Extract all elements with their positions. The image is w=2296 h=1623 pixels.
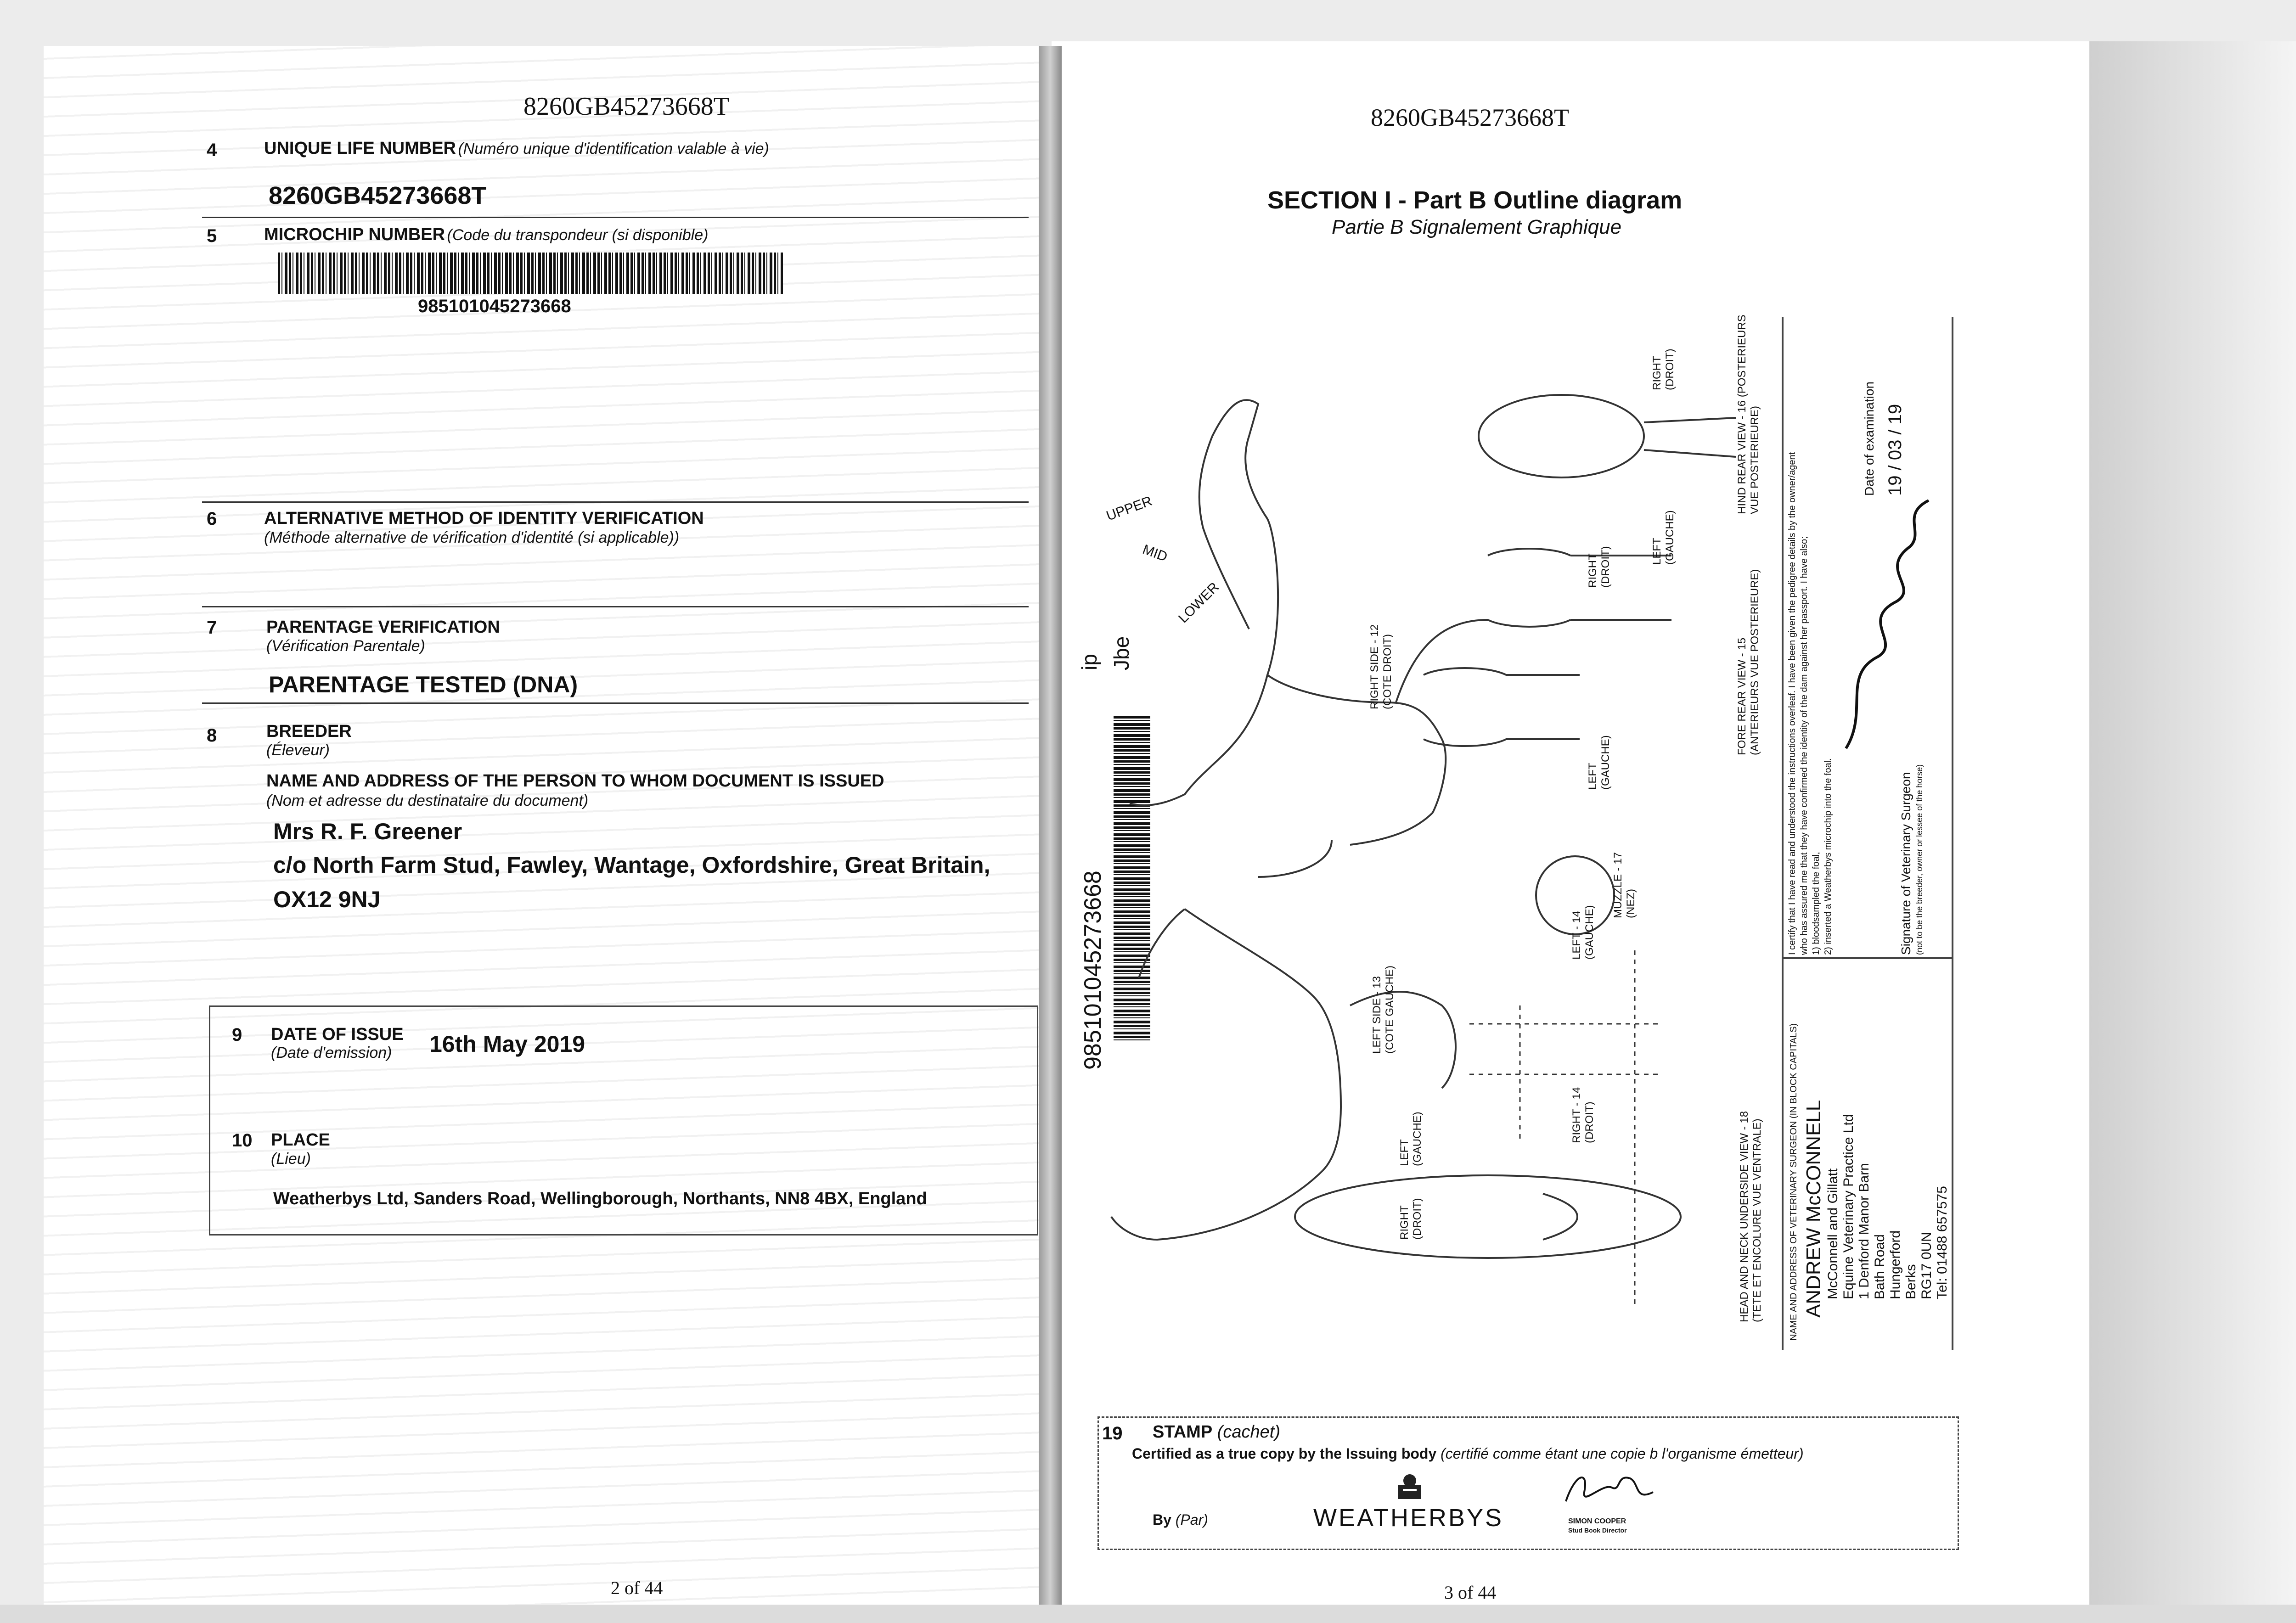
neck-lower-label: LOWER: [1176, 579, 1222, 626]
place-value: Weatherbys Ltd, Sanders Road, Wellingborough, Northants, NN8 4BX, England: [273, 1189, 927, 1208]
page-shadow: [2089, 41, 2296, 1612]
field-9-number: 9: [232, 1025, 242, 1045]
field-8-label: BREEDER: [266, 722, 352, 741]
field-8-sub: (Éleveur): [266, 741, 330, 759]
weatherbys-brand: WEATHERBYS: [1313, 1504, 1504, 1532]
field-7-sub: (Vérification Parentale): [266, 637, 425, 655]
vet-name: ANDREW McCONNELL: [1802, 1100, 1825, 1318]
fore-rear-label: FORE REAR VIEW - 15 (ANTERIEURS VUE POSTERIEURE): [1736, 569, 1761, 755]
divider: [202, 217, 1029, 218]
vertical-chip-number: 985101045273668: [1080, 870, 1106, 1070]
under-left-label: LEFT (GAUCHE): [1398, 1112, 1424, 1166]
right-side-label: RIGHT SIDE - 12 (COTE DROIT): [1368, 624, 1394, 709]
microchip-number: 985101045273668: [418, 296, 571, 316]
vet-name-address-label: NAME AND ADDRESS OF VETERINARY SURGEON (IN BLOCK CAPITALS): [1789, 1023, 1799, 1341]
stamp-by: [1153, 1511, 1208, 1528]
field-19-number: 19: [1102, 1423, 1123, 1443]
scan-edge: [0, 1605, 2296, 1623]
field-4-label: UNIQUE LIFE NUMBER: [264, 139, 456, 158]
stamp-signature: [1557, 1465, 1658, 1515]
vet-signature: [1832, 482, 1942, 767]
exam-date-value: 19 / 03 / 19: [1885, 404, 1905, 496]
field-4-header: [264, 139, 769, 158]
hind-right-label: RIGHT (DROIT): [1651, 348, 1676, 390]
stamp-by-fr: (Par): [1175, 1511, 1208, 1528]
field-6-sub: (Méthode alternative de vérification d'identité (si applicable)): [264, 529, 680, 546]
divider: [202, 501, 1029, 503]
neck-mid-label: MID: [1140, 542, 1170, 565]
vet-signature-sub: (not to be the breeder, owner or lessee of the horse): [1915, 764, 1924, 955]
field-7-label: PARENTAGE VERIFICATION: [266, 618, 500, 637]
field-5-header: [264, 225, 708, 245]
field-8-label2: NAME AND ADDRESS OF THE PERSON TO WHOM DOCUMENT IS ISSUED: [266, 771, 884, 791]
cert-border-left: [1782, 317, 1784, 1350]
hind-left-label: LEFT (GAUCHE): [1651, 510, 1676, 565]
field-5-number: 5: [207, 226, 217, 246]
parentage-value: PARENTAGE TESTED (DNA): [269, 672, 578, 697]
neck-upper-label: UPPER: [1104, 493, 1154, 524]
certified-line: [1132, 1445, 1804, 1462]
right-14-label: RIGHT - 14 (DROIT): [1570, 1087, 1596, 1143]
field-6-number: 6: [207, 509, 217, 529]
book-spine: [1039, 46, 1062, 1605]
field-9-sub: (Date d'emission): [271, 1044, 392, 1061]
field-4-number: 4: [207, 140, 217, 160]
vet-signature-label: Signature of Veterinary Surgeon: [1899, 772, 1913, 955]
issued-to-name: Mrs R. F. Greener: [273, 819, 462, 844]
field-4-sub: (Numéro unique d'identification valable à vie): [458, 140, 769, 157]
field-10-number: 10: [232, 1130, 253, 1151]
issued-to-address-2: OX12 9NJ: [273, 887, 381, 912]
field-10-label: PLACE: [271, 1130, 330, 1150]
section-title: SECTION I - Part B Outline diagram: [1267, 186, 1683, 214]
stamp-signer-role: Stud Book Director: [1568, 1527, 1627, 1534]
field-10-sub: (Lieu): [271, 1150, 311, 1168]
certified-text-fr: (certifié comme étant une copie b l'organisme émetteur): [1441, 1445, 1804, 1462]
certified-text: Certified as a true copy by the Issuing body: [1132, 1445, 1437, 1462]
field-6-label: ALTERNATIVE METHOD OF IDENTITY VERIFICATION: [264, 509, 704, 528]
unique-life-number: 8260GB45273668T: [269, 182, 487, 209]
field-5-sub: (Code du transpondeur (si disponible): [447, 226, 709, 244]
field-5-label: MICROCHIP NUMBER: [264, 225, 445, 244]
page-number-right: 3 of 44: [1444, 1582, 1497, 1603]
stamp-by-label: By: [1153, 1511, 1171, 1528]
field-8-sub2: (Nom et adresse du destinataire du document): [266, 792, 589, 809]
outline-diagram: [1093, 298, 1791, 1309]
field-8-number: 8: [207, 725, 217, 746]
date-of-issue: 16th May 2019: [429, 1031, 585, 1057]
microchip-barcode: [278, 253, 783, 294]
fore-left-label: LEFT (GAUCHE): [1587, 735, 1612, 790]
stamp-signer: SIMON COOPER: [1568, 1517, 1626, 1525]
section-subtitle: Partie B Signalement Graphique: [1332, 216, 1622, 238]
fore-right-label: RIGHT (DROIT): [1587, 546, 1612, 588]
uln-header-left: 8260GB45273668T: [523, 92, 729, 121]
issued-to-address-1: c/o North Farm Stud, Fawley, Wantage, Oxfordshire, Great Britain,: [273, 852, 990, 878]
vet-address: McConnell and Gillatt Equine Veterinary Practice Ltd 1 Denford Manor Barn Bath Road Hungerford Berks RG17 0UN Tel: 01488 657575: [1825, 1114, 1950, 1299]
left-side-label: LEFT SIDE - 13 (COTE GAUCHE): [1371, 966, 1396, 1054]
exam-date-label: Date of examination: [1862, 381, 1876, 496]
chip-initial-1: ip: [1077, 654, 1101, 670]
field-7-number: 7: [207, 618, 217, 638]
page-number-left: 2 of 44: [611, 1578, 663, 1598]
left-14-label: LEFT - 14 (GAUCHE): [1570, 905, 1596, 960]
chip-initial-2: Jbe: [1109, 636, 1133, 670]
divider: [202, 606, 1029, 607]
under-right-label: RIGHT (DROIT): [1398, 1198, 1424, 1240]
muzzle-label: MUZZLE - 17 (NEZ): [1612, 852, 1637, 918]
divider: [202, 702, 1029, 704]
head-neck-label: HEAD AND NECK UNDERSIDE VIEW - 18 (TETE ET ENCOLURE VUE VENTRALE): [1738, 1111, 1763, 1322]
stamp-header: [1153, 1422, 1280, 1442]
hind-rear-label: HIND REAR VIEW - 16 (POSTERIEURS VUE POSTERIEURE): [1736, 314, 1761, 514]
stamp-label-fr: (cachet): [1217, 1422, 1281, 1442]
field-9-label: DATE OF ISSUE: [271, 1025, 404, 1044]
cert-border-right: [1952, 317, 1953, 1350]
stamp-label: STAMP: [1153, 1422, 1213, 1442]
cert-divider: [1782, 957, 1952, 959]
uln-header-right: 8260GB45273668T: [1371, 104, 1569, 131]
weatherbys-crest-icon: [1394, 1471, 1426, 1504]
cert-text: I certify that I have read and understood the instructions overleaf. I have been given the pedigree details by the owner/agent who has assured me that they have confirmed the identity of the dam against her passport. I have also; 1) bloodsampled the foal, 2) inserted a Weatherbys microchip into the foal.: [1787, 452, 1833, 955]
